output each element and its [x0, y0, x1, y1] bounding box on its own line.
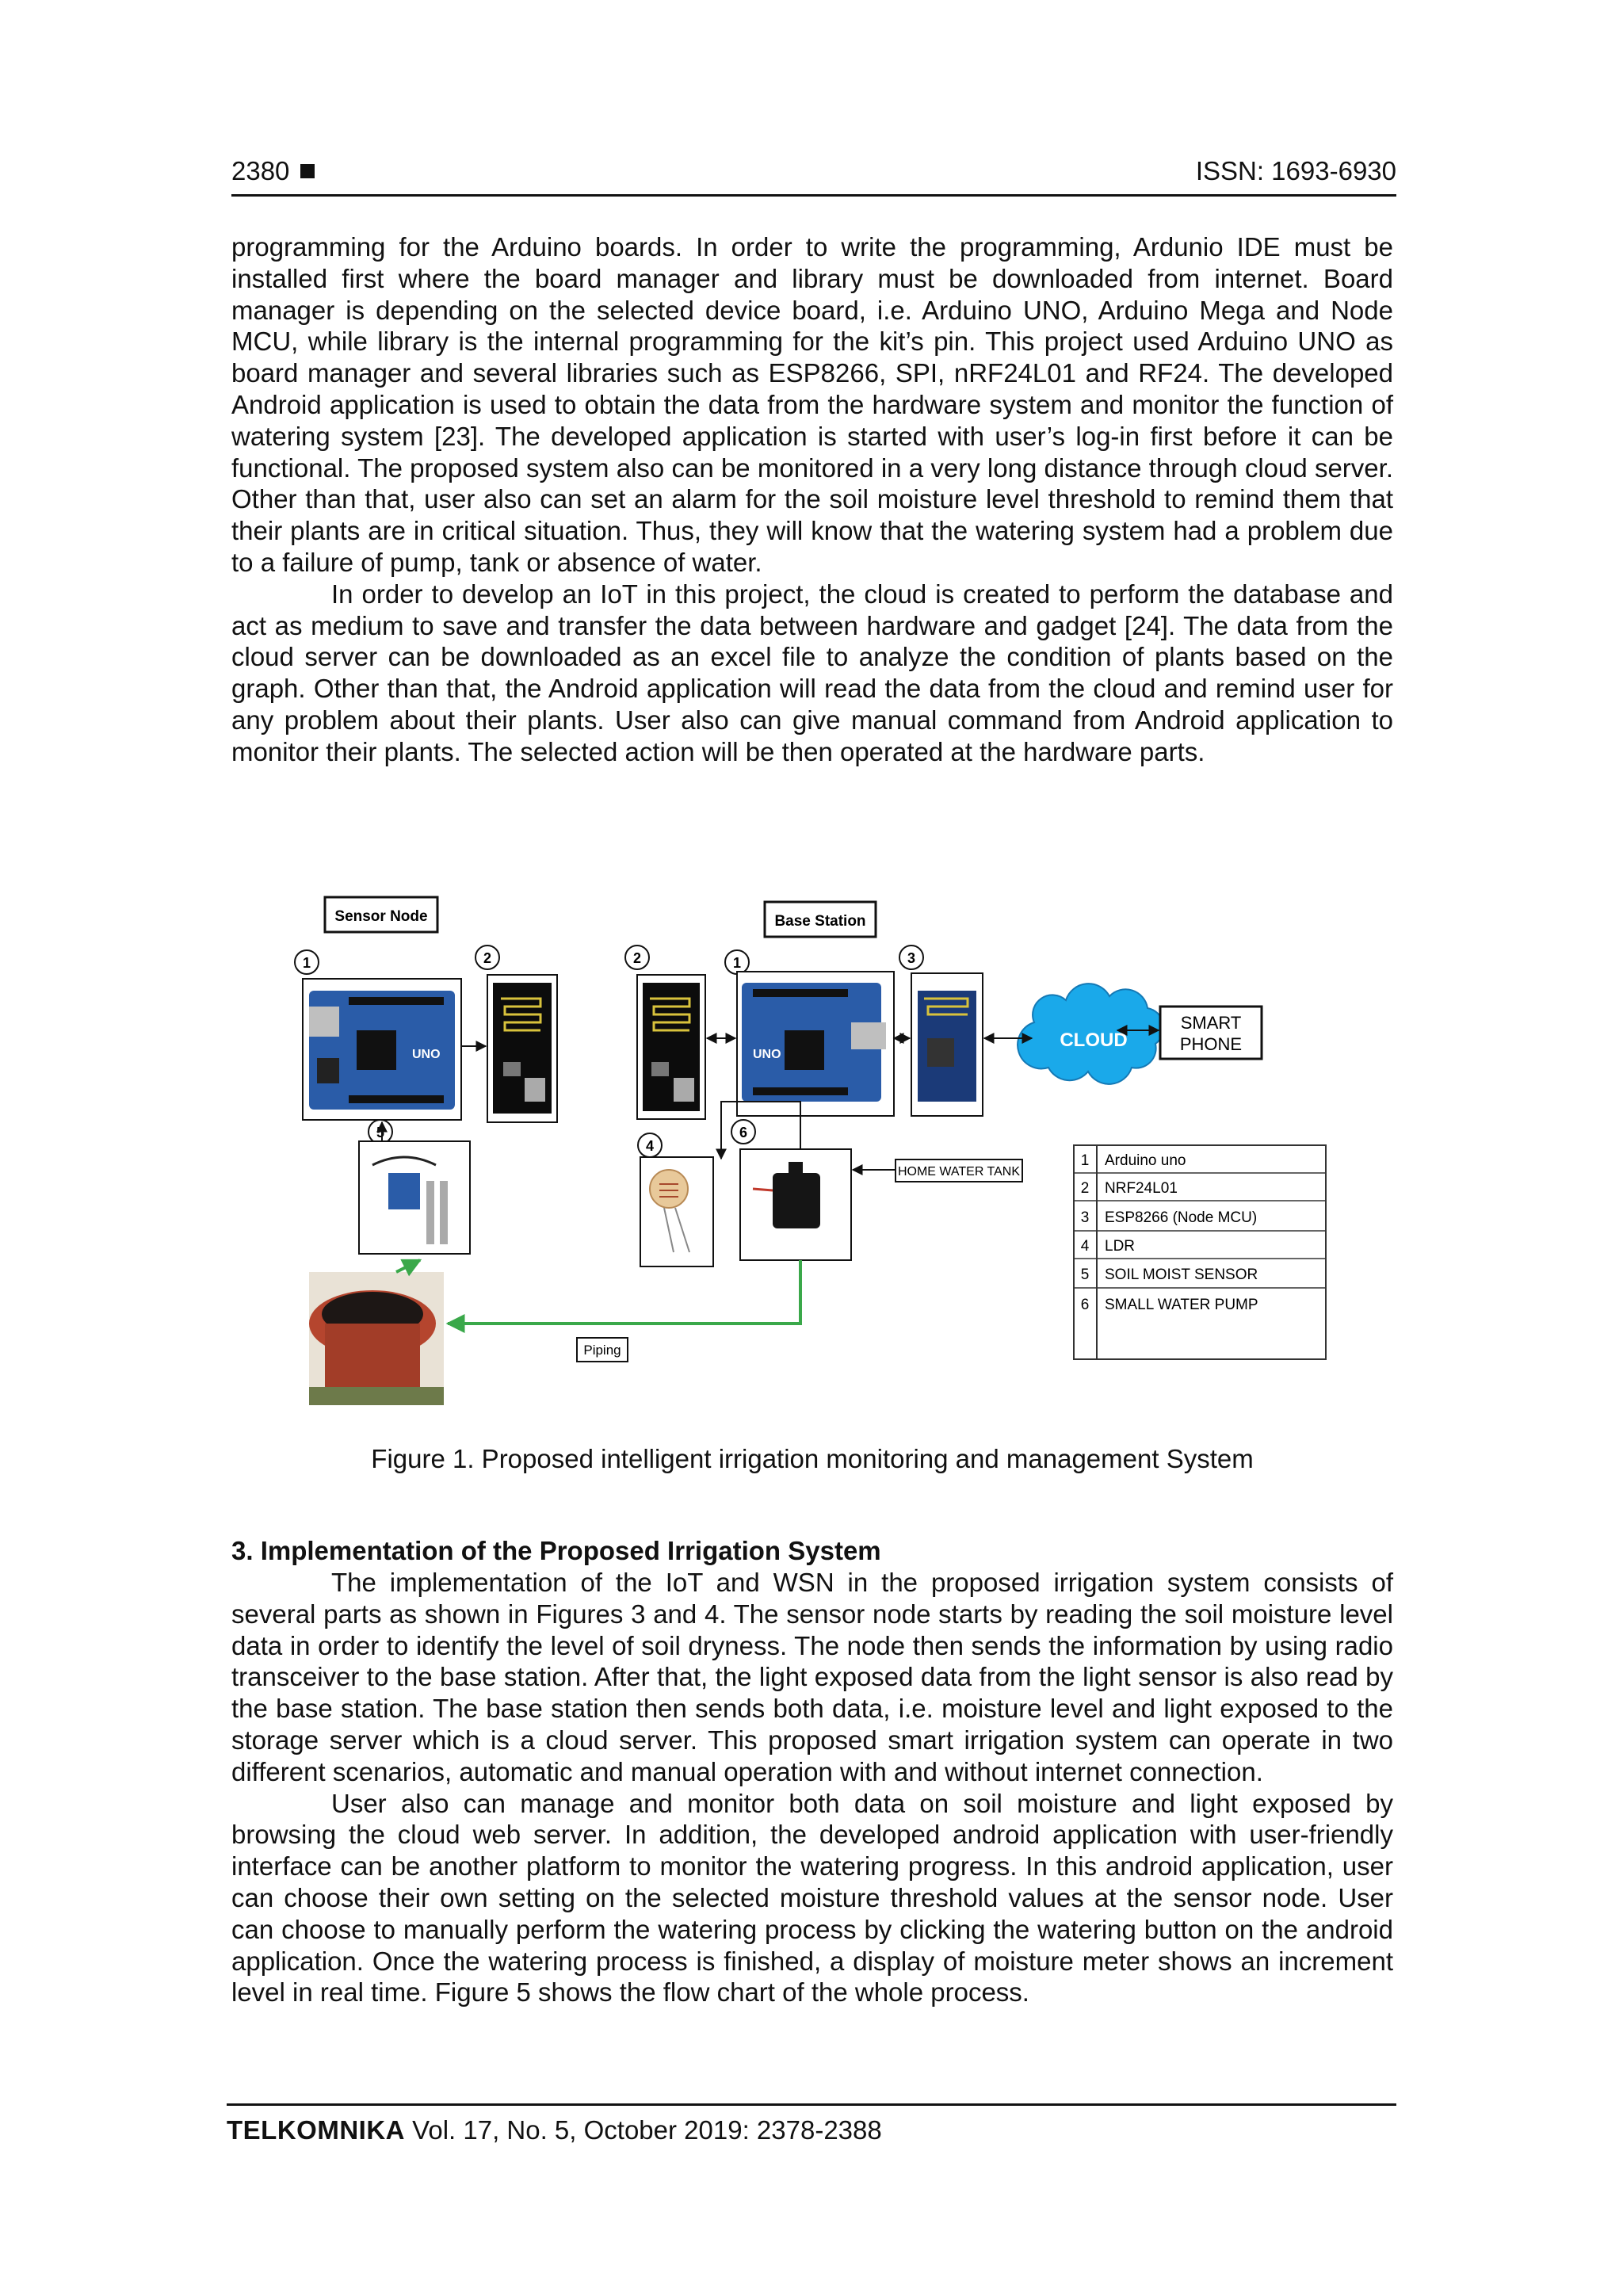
figure-caption: Figure 1. Proposed intelligent irrigation monitoring and management System — [371, 1444, 1254, 1473]
sensor-node-label: Sensor Node — [334, 908, 428, 925]
figure-1 — [293, 880, 1331, 1411]
marker-1a: 1 — [302, 955, 311, 971]
marker-4: 4 — [645, 1138, 655, 1154]
square-bullet-icon — [300, 164, 315, 178]
page-footer — [227, 2103, 1396, 2145]
nrf24l01-sensor-node — [487, 975, 557, 1122]
page-number: 2380 — [231, 156, 315, 186]
legend-label: SMALL WATER PUMP — [1105, 1297, 1258, 1313]
legend-num: 4 — [1080, 1238, 1090, 1255]
marker-1b: 1 — [732, 955, 742, 971]
paragraph: In order to develop an IoT in this project, the cloud is created to perform the database and act as medium to save and transfer the data between hardware and gadget [24]. The data from the cloud server can be downloaded as an excel file to analyze the condition of plants based on the graph. Other than that, the Android application will read the data from the cloud and remind user for any problem about their plants. User also can give manual command from Android application to monitor their plants. The selected action will be then operated at the hardware parts. — [231, 579, 1393, 766]
board-label: UNO — [753, 1048, 781, 1061]
legend-num: 1 — [1080, 1152, 1090, 1169]
nrf24l01-base-station — [637, 975, 705, 1119]
arduino-uno-sensor-node — [303, 979, 461, 1120]
marker-3: 3 — [907, 950, 916, 966]
journal-name: TELKOMNIKA — [227, 2115, 405, 2145]
legend-label: SOIL MOIST SENSOR — [1105, 1266, 1258, 1283]
marker-6: 6 — [739, 1125, 748, 1140]
ldr-sensor — [640, 1157, 713, 1266]
soil-moisture-sensor — [359, 1141, 470, 1254]
piping-label: Piping — [583, 1343, 621, 1358]
legend-label: Arduino uno — [1105, 1152, 1186, 1169]
paragraph: programming for the Arduino boards. In order to write the programming, Ardunio IDE must be installed first where the board manager and library must be downloaded from internet. Board manager is depending on the selected device board, i.e. Arduino UNO, Arduino Mega and Node MCU, while library is the internal programming for the kit’s pin. This project used Arduino UNO as board manager and several libraries such as ESP8266, SPI, nRF24L01 and RF24. The developed Android application is used to obtain the data from the hardware system and monitor the function of watering system [23]. The developed application is started with user’s log-in first before it can be functional. The proposed system also can be monitored in a very long distance through cloud server. Other than that, user also can set an alarm for the soil moisture level threshold to remind them that their plants are in critical situation. Thus, they will know that the watering system had a problem due to a failure of pump, tank or absence of water. — [231, 232, 1393, 577]
legend-label: ESP8266 (Node MCU) — [1105, 1209, 1258, 1226]
marker-5: 5 — [376, 1125, 385, 1140]
arduino-uno-base-station — [737, 972, 894, 1116]
marker-2a: 2 — [483, 950, 492, 966]
legend-num: 3 — [1080, 1209, 1090, 1226]
home-water-tank-label: HOME WATER TANK — [897, 1165, 1021, 1179]
water-pump — [740, 1149, 851, 1260]
cloud-shape — [1018, 984, 1163, 1084]
legend-table — [1074, 1145, 1326, 1359]
body-text-bottom — [231, 1567, 1393, 2008]
legend-num: 6 — [1080, 1297, 1090, 1313]
paragraph: User also can manage and monitor both data on soil moisture and light exposed by browsing the cloud web server. In addition, the developed android application with user-friendly interface can be another platform to monitor the watering progress. In this android application, user can choose their own setting on the selected moisture threshold values at the sensor node. User can choose to manually perform the watering process by clicking the watering button on the android application. Once the watering process is finished, a display of moisture meter shows an increment level in real time. Figure 5 shows the flow chart of the whole process. — [231, 1788, 1393, 2008]
board-label: UNO — [412, 1048, 441, 1061]
cloud-label: CLOUD — [1060, 1030, 1128, 1051]
body-text-top — [231, 231, 1393, 768]
paragraph: The implementation of the IoT and WSN in the proposed irrigation system consists of several parts as shown in Figures 3 and 4. The sensor node starts by reading the soil moisture level data in order to identify the level of soil dryness. The node then sends the information by using radio transceiver to the base station. After that, the light exposed data from the light sensor is also read by the base station. The base station then sends both data, i.e. moisture level and light exposed to the storage server which is a cloud server. This proposed smart irrigation system can operate in two different scenarios, automatic and manual operation with and without internet connection. — [231, 1568, 1393, 1786]
smartphone-label-2: PHONE — [1179, 1034, 1243, 1054]
esp8266-module — [911, 973, 983, 1116]
section-heading: 3. Implementation of the Proposed Irrigation System — [231, 1536, 881, 1565]
smartphone-label-1: SMART — [1180, 1013, 1242, 1033]
marker-2b: 2 — [632, 950, 642, 966]
legend-num: 2 — [1080, 1180, 1090, 1197]
journal-citation: Vol. 17, No. 5, October 2019: 2378-2388 — [412, 2115, 882, 2145]
base-station-label: Base Station — [774, 913, 866, 930]
plant-pot-image — [309, 1272, 444, 1405]
issn: ISSN: 1693-6930 — [1195, 156, 1396, 185]
legend-label: NRF24L01 — [1105, 1180, 1178, 1197]
legend-label: LDR — [1105, 1238, 1136, 1255]
page-header — [231, 155, 1396, 197]
legend-num: 5 — [1080, 1266, 1090, 1283]
